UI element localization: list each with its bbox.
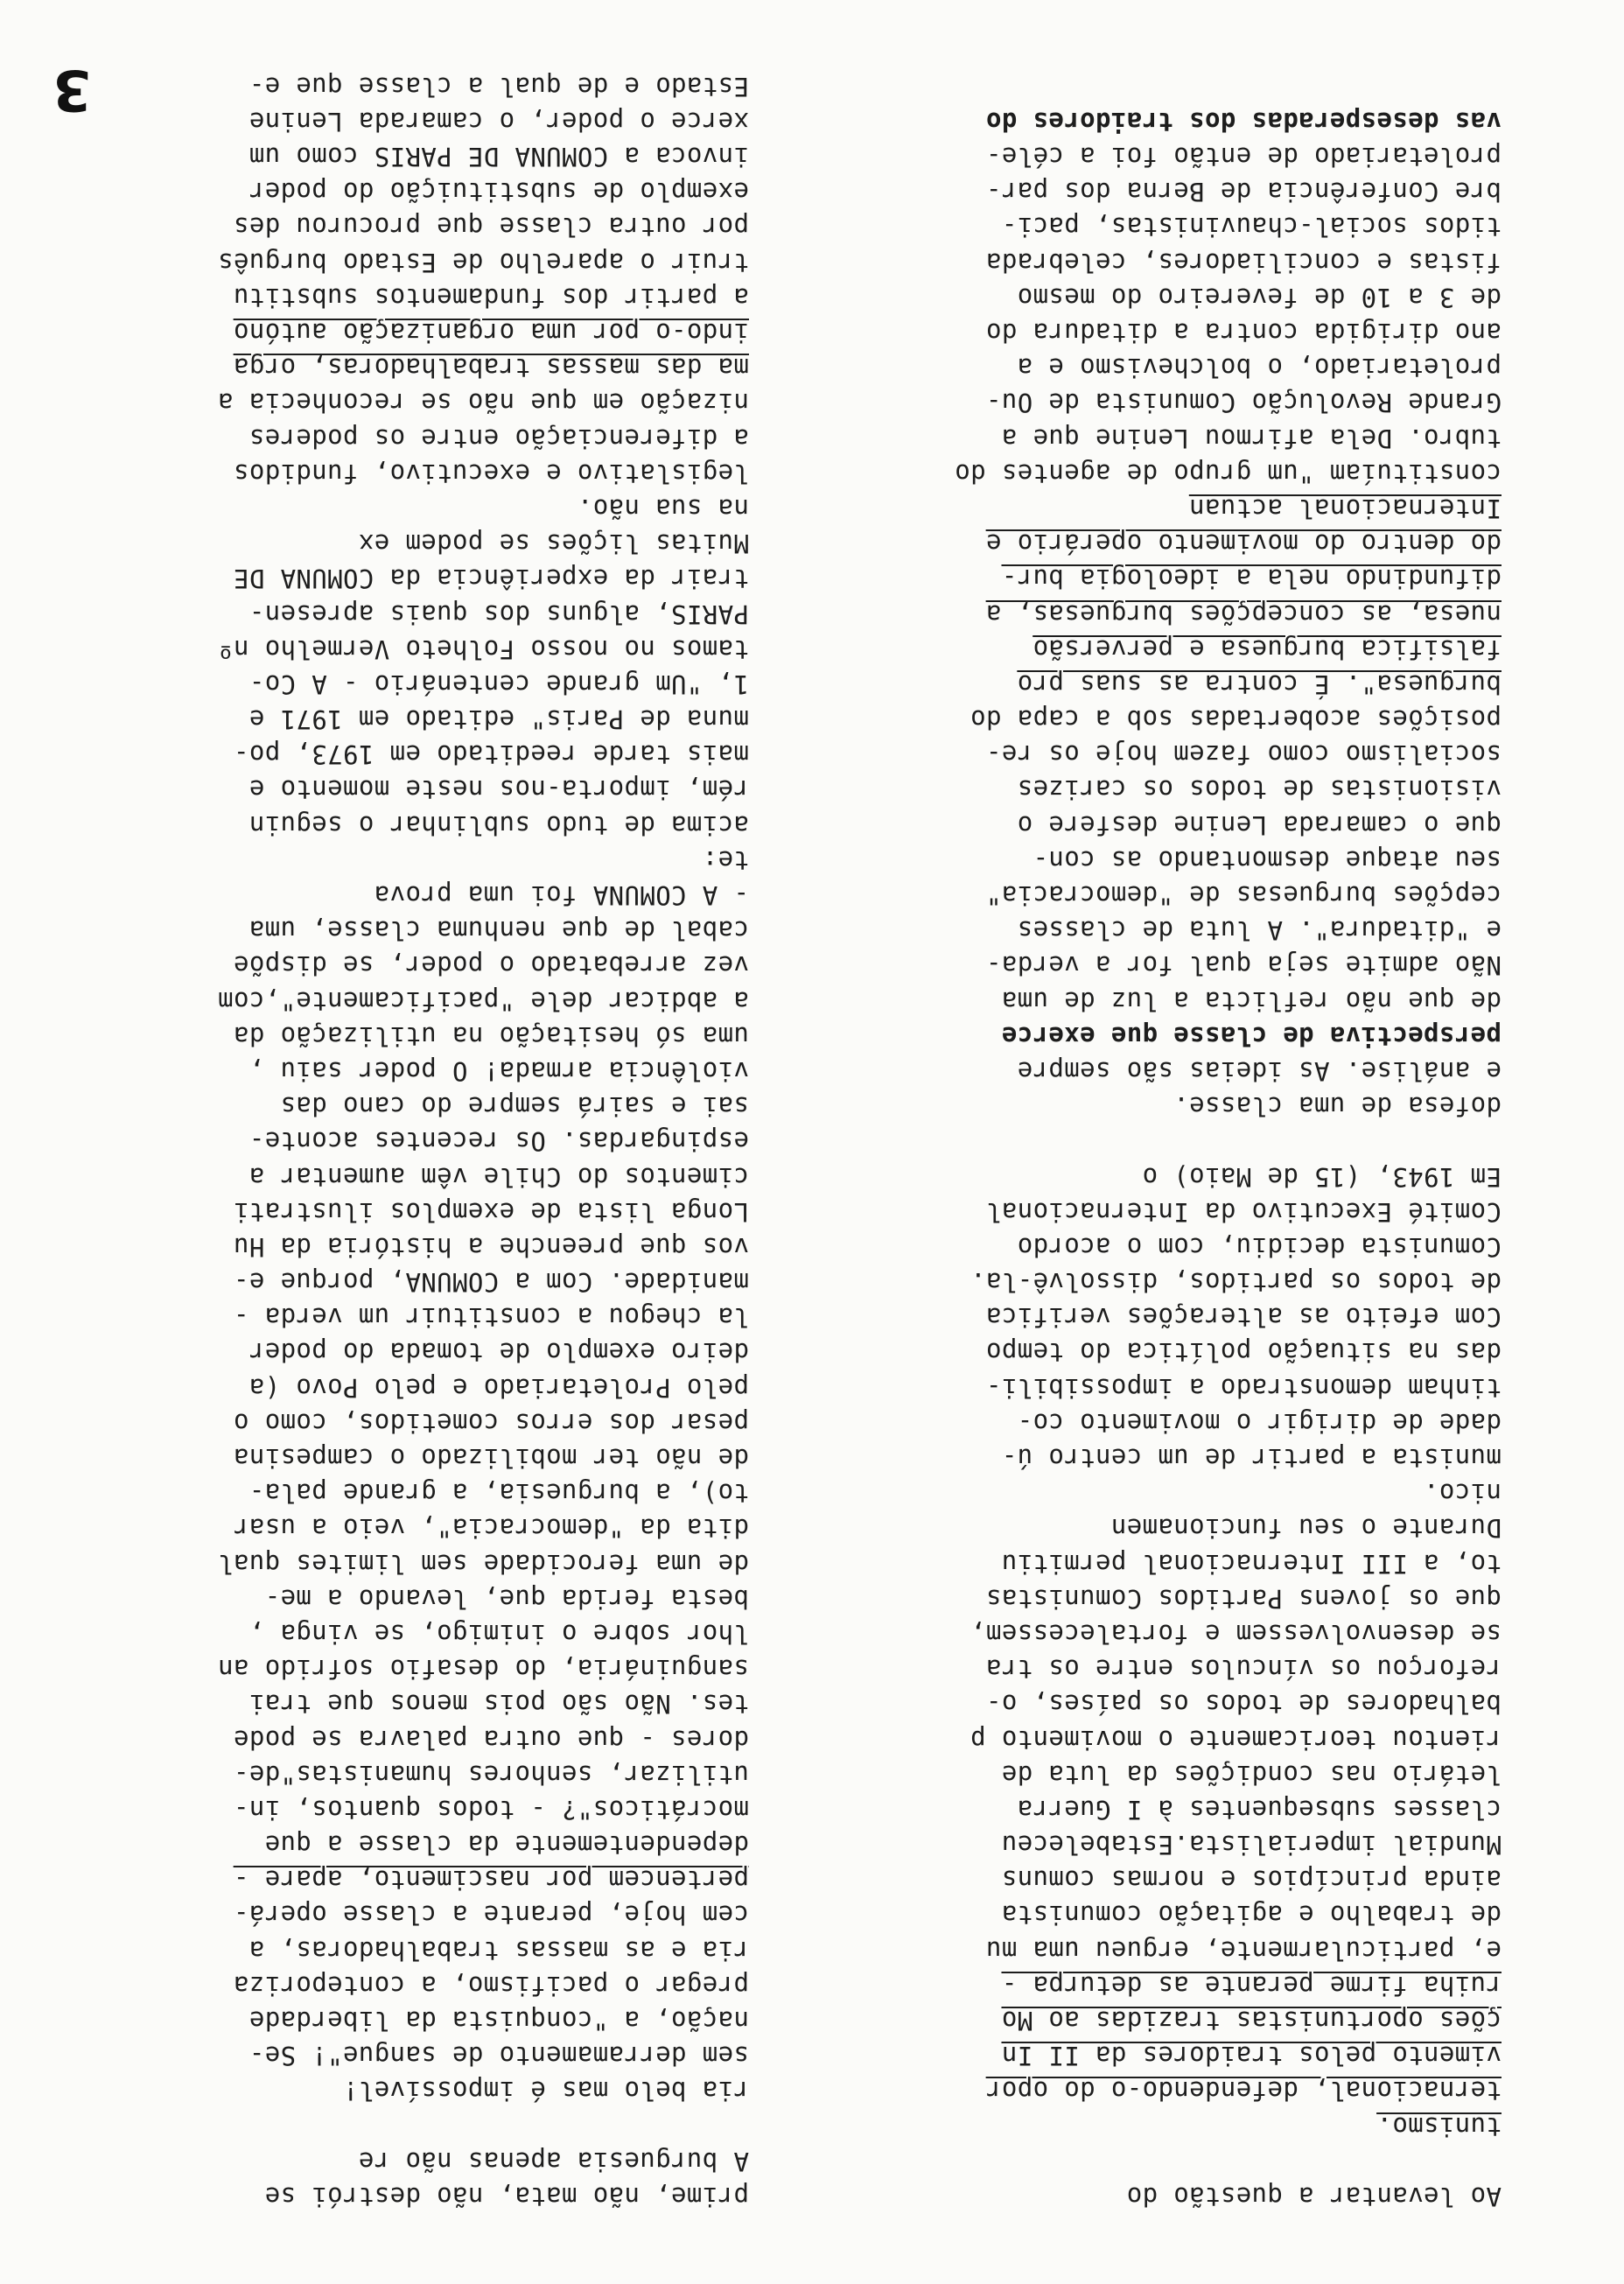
right-column-text-line: A burguesia apenas não re — [358, 2146, 749, 2176]
left-column-text-line: do dentro do movimento operário e — [985, 529, 1502, 559]
right-column-text-line: indo-o por uma organização autóno — [233, 318, 749, 348]
left-column-text-line: tinham demonstrado a impossibili- — [985, 1372, 1502, 1403]
left-column-text-line: se desenvolvessem e fortalecessem, — [970, 1619, 1502, 1649]
left-column-text-line: nuesa, as concepções burguesas, a — [985, 599, 1502, 629]
left-column-text-line: ções oportunistas trazidas ao Mo — [1001, 2006, 1502, 2036]
left-column-text-line: munista a partir de um centro ú- — [1001, 1443, 1502, 1474]
right-column-text-line: pelo Proletariado e pelo Povo (a — [248, 1372, 749, 1403]
left-column-text-line: tidos social-chauvinistas, paci- — [1001, 212, 1502, 242]
left-column-text-line: dade de dirigir o movimento co- — [1017, 1407, 1502, 1438]
right-column-text-line: exemplo de substituição do poder — [248, 177, 749, 207]
right-column-text-line: tamos no nosso Folheto Vermelho nº — [217, 634, 749, 664]
left-text-column — [810, 104, 1502, 2214]
left-column-text-line: tubro. Dela afirmou Lenine que a — [1001, 423, 1502, 453]
right-column-text-line: 1, "Um grande centenário - A Co- — [248, 669, 749, 699]
right-column-text-line: Longa lista de exemplos ilustrati — [233, 1196, 749, 1227]
left-column-text-line: Comité Executivo da Internacional — [985, 1196, 1502, 1227]
left-column-text-line: Grande Revolução Comunista de Ou- — [985, 388, 1502, 418]
right-column-text-line: de uma ferocidade sem limites qual — [217, 1548, 749, 1579]
left-column-text-line: tunismo. — [1376, 2111, 1502, 2141]
left-column-text-line: e "ditadura". A luta de classes — [1017, 915, 1502, 946]
right-column-text-line: violência armada! O poder saiu , — [248, 1056, 749, 1086]
left-column-text-line: to, a III Internacional permitiu — [1001, 1548, 1502, 1579]
left-column-text-line: cepções burguesas de "democracia" — [985, 880, 1502, 911]
right-column-text-line: la chegou a constituir um verda - — [233, 1302, 749, 1333]
left-column-text-line: ruiha firme perante as deturpa - — [1001, 1970, 1502, 2000]
right-column-text-line: na sua não. — [577, 494, 749, 523]
right-column-text-line: nização em que não se reconhecia a — [217, 388, 749, 418]
left-column-text-line: falsifica burguesa e perversão — [1032, 634, 1502, 664]
left-column-text-line: rientou teoricamente o movimento p — [970, 1724, 1502, 1755]
right-column-text-line: vez arrebatado o poder, se dispõe — [233, 950, 749, 981]
right-column-text-line: prime, não mata, não destrói se — [264, 2182, 749, 2211]
left-column-text-line: reforçou os vínculos entre os tra — [985, 1654, 1502, 1685]
right-column-text-line: Muitas lições se podem ex — [358, 529, 749, 559]
left-column-text-line: proletariado de então foi a céle- — [985, 142, 1502, 172]
right-column-text-line: cem hoje, perante a classe operá- — [233, 1900, 749, 1930]
left-column-text-line: Durante o seu funcionamen — [1110, 1513, 1502, 1544]
right-column-text-line: legislativo e executivo, fundidos — [233, 458, 749, 488]
right-column-text-line: PARIS, alguns dos quais apresen- — [248, 599, 749, 629]
right-column-text-line: mais tarde reeditado em 1973, po- — [233, 739, 749, 770]
left-column-text-line: fistas e conciliadores, celebrada — [985, 247, 1502, 277]
left-column-text-line: difundindo nela a ideologia bur- — [1001, 564, 1502, 594]
left-column-text-line: dofesa de uma classe. — [1172, 1091, 1502, 1122]
left-column-text-line: Com efeito as alterações verifica — [985, 1302, 1502, 1333]
left-column-text-line: vas desesperadas dos traidores do — [985, 106, 1502, 137]
left-column-text-line: visionistas de todos os carizes — [1017, 774, 1502, 805]
right-text-column — [58, 69, 749, 2214]
right-column-text-line: besta ferida que, levando a me- — [264, 1583, 749, 1614]
right-column-text-line: muna de Paris" editado em 1971 e — [248, 704, 749, 735]
right-column-text-line: ma das massas trabalhadoras, orga — [233, 353, 749, 383]
left-column-text-line: letário nas condições da luta de — [1001, 1759, 1502, 1790]
left-column-text-line: Internacional actuan — [1188, 494, 1502, 523]
right-column-text-line: Estado e de qual a classe que e- — [248, 71, 749, 102]
left-column-blank-line — [810, 1124, 1502, 1159]
right-column-text-line: rém, importa-nos neste momento e — [248, 774, 749, 805]
left-column-text-line: ano dirigida contra a ditadura do — [985, 318, 1502, 348]
right-column-text-line: pregar o pacifismo, a conteporiza — [233, 1970, 749, 2000]
right-column-text-line: utilizar, senhores humanistas"de- — [233, 1759, 749, 1790]
left-column-text-line: Em 1943, (15 de Maio) o — [1142, 1161, 1502, 1192]
right-column-text-line: sem derramamento de sangue"! Se- — [248, 2041, 749, 2071]
right-column-text-line: nação, a "conquista da liberdade — [248, 2006, 749, 2036]
left-column-text-line: proletariado, o bolchevismo e a — [1017, 353, 1502, 383]
right-column-text-line: to), a burguesia, a grande pala- — [248, 1478, 749, 1509]
left-column-text-line: Ao levantar a questão do — [1126, 2182, 1502, 2211]
right-column-text-line: dependentemente da classe a que — [264, 1830, 749, 1860]
left-column-text-line: constituíam "um grupo de agentes do — [954, 458, 1502, 488]
right-column-text-line: manidade. Com a COMUNA, porque e- — [233, 1267, 749, 1298]
left-column-text-line: que os jovens Partidos Comunistas — [985, 1583, 1502, 1614]
right-column-text-line: ria belo mas é impossível! — [342, 2076, 749, 2106]
right-column-text-line: truir o aparelho de Estado burguês — [217, 247, 749, 277]
right-column-text-line: de não ter mobilizado o campesina — [233, 1443, 749, 1474]
left-column-text-line: de que não reflicta a luz de uma — [1001, 985, 1502, 1016]
right-column-text-line: xerce o poder, o camarada Lenine — [248, 106, 749, 137]
right-column-text-line: sanguinária, do desafio sofrido an — [217, 1654, 749, 1685]
left-column-text-line: de todos os partidos, dissolvê-la. — [970, 1267, 1502, 1298]
right-column-text-line: por outra classe que procurou des — [233, 212, 749, 242]
right-column-text-line: te: — [702, 844, 749, 875]
left-column-text-line: seu ataque desmontando as con- — [1032, 844, 1502, 875]
right-column-text-line: pesar dos erros cometidos, como o — [233, 1407, 749, 1438]
left-column-text-line: das na situação política do tempo — [985, 1337, 1502, 1368]
left-column-text-line: perspectiva de classe que exerce — [1001, 1020, 1502, 1051]
left-column-text-line: vimento pelos traidores da II In — [1001, 2041, 1502, 2071]
right-column-text-line: ria e as massas trabalhadoras, a — [248, 1935, 749, 1965]
left-column-text-line: socialismo como fazem hoje os re- — [985, 739, 1502, 770]
left-column-text-line: posições acobertadas sob a capa do — [970, 704, 1502, 735]
left-column-text-line: Não admite seja qual for a verda- — [985, 950, 1502, 981]
right-column-text-line: dores - que outra palavra se pode — [233, 1724, 749, 1755]
right-column-text-line: acima de tudo sublinhar o seguin — [248, 809, 749, 840]
right-column-text-line: espingardas. Os recentes aconte- — [248, 1126, 749, 1157]
right-column-text-line: lhor sobre o inimigo, se vinga , — [248, 1619, 749, 1649]
right-column-text-line: tes. Não são pois menos que trai — [248, 1689, 749, 1720]
left-column-text-line: de trabalho e agitação comunista — [1001, 1900, 1502, 1930]
right-column-text-line: cabal de que nenhuma classe, uma — [248, 915, 749, 946]
left-column-text-line: e, particularmente, ergueu uma mu — [985, 1935, 1502, 1965]
left-column-text-line: e análise. As ideias são sempre — [1017, 1056, 1502, 1086]
right-column-text-line: invoca a COMUNA DE PARIS como um — [248, 142, 749, 172]
right-column-text-line: dita da "democracia", veio a usar — [233, 1513, 749, 1544]
left-column-text-line: Comunista decidiu, com o acordo — [1017, 1231, 1502, 1262]
left-column-text-line: burguesa". É contra as suas pro — [1017, 669, 1502, 699]
page-number: 3 — [52, 57, 92, 122]
right-column-text-line: trair da experiência da COMUNA DE — [233, 564, 749, 594]
right-column-text-line: a partir dos fundamentos substitu — [233, 282, 749, 312]
left-column-text-line: de 3 a 10 de fevereiro do mesmo — [1017, 282, 1502, 312]
right-column-text-line: cimentos do Chile vêm aumentar a — [248, 1161, 749, 1192]
left-column-text-line: classes subsequentes à I Guerra — [1017, 1794, 1502, 1825]
right-column-text-line: a diferenciação entre os poderes — [248, 423, 749, 453]
left-column-text-line: balhadores de todos os países, o- — [985, 1689, 1502, 1720]
left-column-text-line: bre Conferência de Berna dos par- — [985, 177, 1502, 207]
left-column-blank-line — [810, 2144, 1502, 2179]
right-column-blank-line — [58, 2108, 749, 2143]
left-column-text-line: ternacional, defendendo-o do opor — [985, 2076, 1502, 2106]
right-column-text-line: vos que preenche a história da Hu — [233, 1231, 749, 1262]
right-column-text-line: a abdicar dele "pacificamente",com — [217, 985, 749, 1016]
right-column-text-line: deiro exemplo de tomada do poder — [248, 1337, 749, 1368]
right-column-text-line: - A COMUNA foi uma prova — [374, 880, 749, 911]
left-column-text-line: que o camarada Lenine desfere o — [1017, 809, 1502, 840]
left-column-text-line: ainda princípios e normas comuns — [1001, 1865, 1502, 1895]
right-column-text-line: pertencem por nascimento, apare - — [233, 1865, 749, 1895]
left-column-text-line: nico. — [1423, 1478, 1502, 1509]
right-column-text-line: mocráticos"? - todos quantos, in- — [233, 1794, 749, 1825]
right-column-text-line: uma só hesitação na utilização da — [233, 1020, 749, 1051]
right-column-text-line: sai e sairá sempre do cano das — [280, 1091, 749, 1122]
left-column-text-line: Mundial imperialista.Estabeleceu — [1001, 1830, 1502, 1860]
